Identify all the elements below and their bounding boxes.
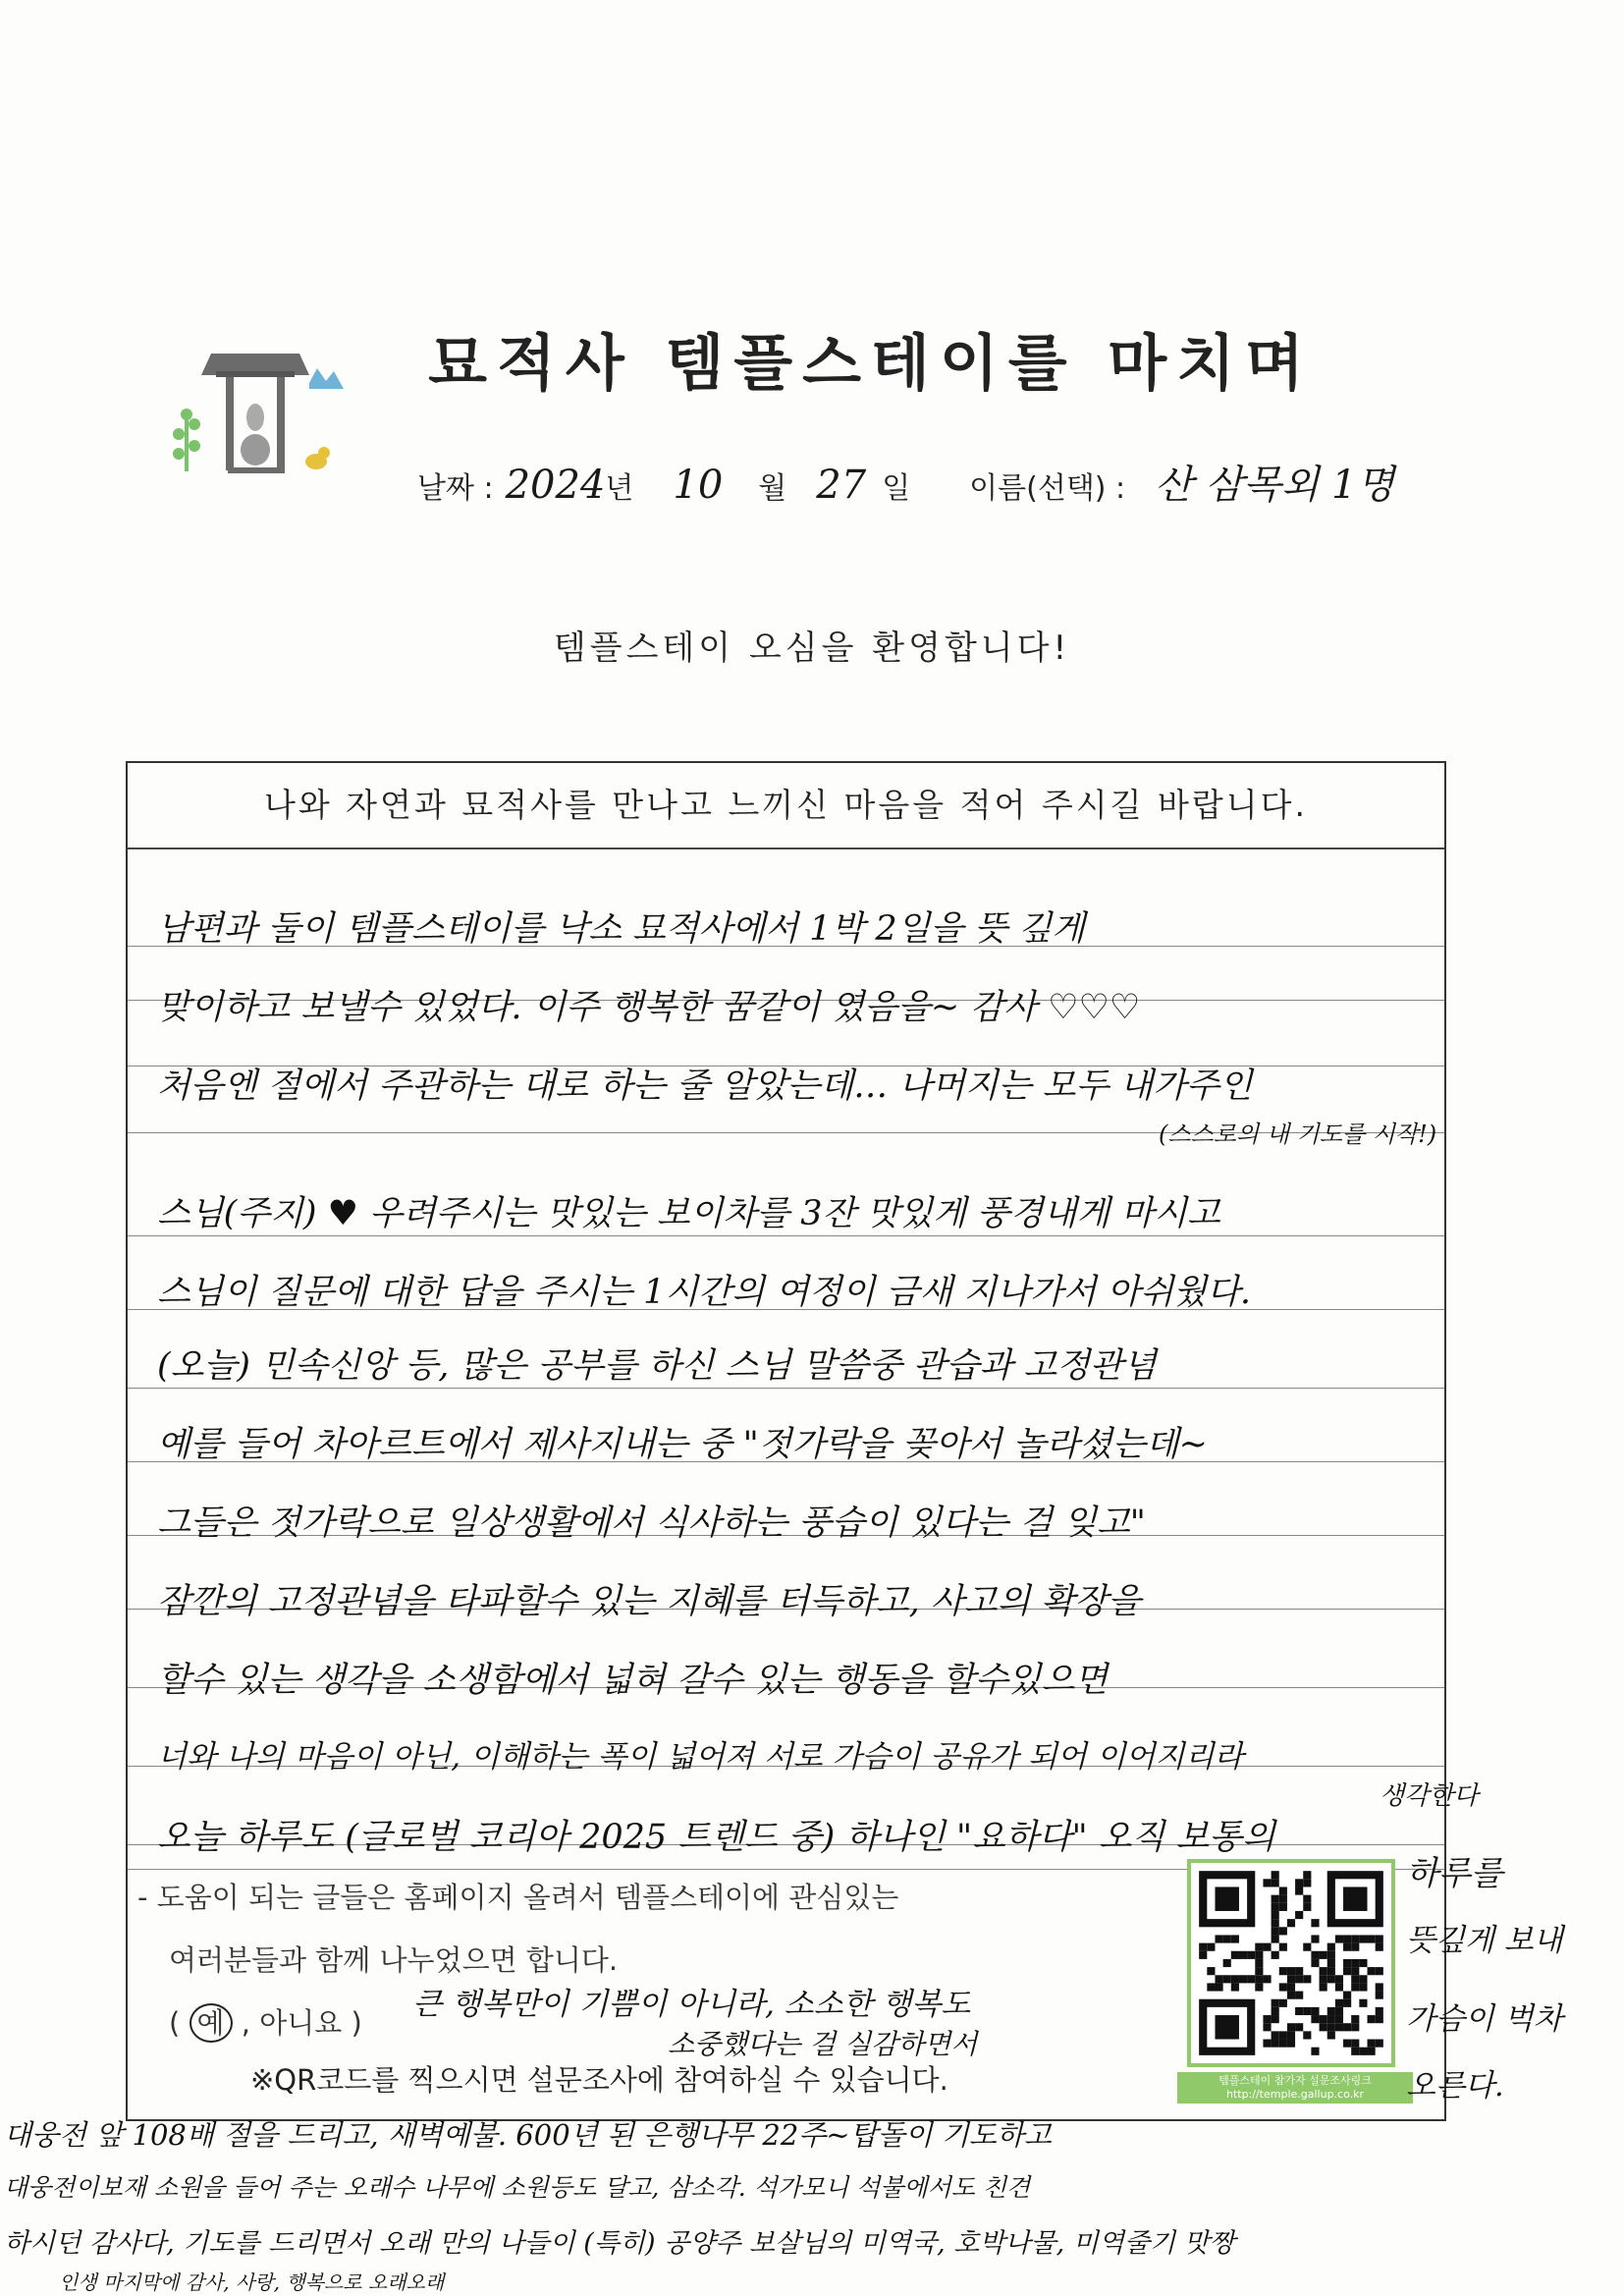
qr-module	[1279, 1967, 1287, 1975]
qr-module	[1359, 1999, 1367, 2007]
bottom-note-3: 하시던 감사다, 기도를 드리면서 오래 만의 나들이 (특히) 공양주 보살님의 미역국, 호박나물, 미역줄기 맛짱	[4, 2228, 1235, 2259]
qr-caption-url: http://temple.gallup.co.kr	[1225, 2088, 1365, 2101]
qr-module	[1263, 2015, 1271, 2023]
qr-module	[1255, 1951, 1263, 1959]
qr-module	[1351, 1983, 1359, 1991]
qr-module	[1376, 1967, 1383, 1975]
qr-module	[1207, 1943, 1215, 1951]
qr-module	[1327, 2007, 1335, 2015]
bottom-note-1: 대웅전 앞 108배 절을 드리고, 새벽예불. 600년 된 은행나무 22주~탑돌이 기도하고	[4, 2118, 1052, 2152]
qr-module	[1279, 1886, 1287, 1894]
qr-module	[1303, 1943, 1311, 1951]
qr-module	[1287, 2023, 1295, 2031]
no-option[interactable]: 아니요	[259, 2006, 343, 2040]
qr-module	[1287, 1967, 1295, 1975]
qr-module	[1311, 1951, 1319, 1959]
qr-module	[1376, 1943, 1383, 1951]
qr-module	[1215, 2015, 1238, 2039]
qr-module	[1272, 1927, 1279, 1935]
qr-module	[1343, 1943, 1351, 1951]
qr-module	[1295, 2023, 1303, 2031]
qr-module	[1255, 1959, 1263, 1967]
ruled-writing-area	[128, 847, 1444, 1869]
qr-caption-title: 템플스테이 참가자 설문조사링크	[1218, 2074, 1372, 2087]
qr-module	[1215, 1975, 1222, 1983]
qr-module	[1287, 1919, 1295, 1927]
date-year: 2024	[505, 463, 606, 508]
qr-module	[1351, 2040, 1359, 2048]
qr-module	[1295, 1975, 1303, 1983]
qr-module	[1376, 1935, 1383, 1942]
margin-note-right-5: 오른다.	[1406, 2068, 1504, 2104]
qr-module	[1327, 2015, 1335, 2023]
inside-note-2: 소중했다는 걸 실감하면서	[668, 2028, 978, 2060]
qr-module	[1272, 2015, 1279, 2023]
qr-module	[1231, 1935, 1239, 1942]
qr-module	[1343, 1999, 1351, 2007]
qr-module	[1320, 2023, 1327, 2031]
qr-module	[1279, 1903, 1287, 1911]
qr-module	[1287, 1975, 1295, 1983]
qr-module	[1368, 2040, 1376, 2048]
qr-module	[1279, 1895, 1287, 1903]
qr-module	[1272, 1903, 1279, 1911]
qr-module	[1376, 1983, 1383, 1991]
margin-note-right-3: 뜻깊게 보내	[1406, 1923, 1563, 1958]
handwritten-line: 너와 나의 마음이 아닌, 이해하는 폭이 넓어져 서로 가슴이 공유가 되어 이어지리라	[157, 1739, 1244, 1775]
qr-module	[1272, 1999, 1279, 2007]
qr-module	[1279, 1999, 1287, 2007]
qr-module	[1295, 1911, 1303, 1919]
qr-module	[1272, 1879, 1279, 1886]
qr-module	[1215, 1983, 1222, 1991]
ruled-line	[128, 1235, 1444, 1236]
qr-module	[1295, 1886, 1303, 1894]
qr-module	[1272, 1871, 1279, 1879]
qr-module	[1272, 1911, 1279, 1919]
inside-note-1: 큰 행복만이 기쁨이 아니라, 소소한 행복도	[412, 1987, 971, 2022]
qr-module	[1351, 1959, 1359, 1967]
qr-module	[1320, 1975, 1327, 1983]
bottom-note-2: 대웅전이보재 소원을 들어 주는 오래수 나무에 소원등도 달고, 삼소각. 석가모니 석불에서도 친견	[4, 2173, 1031, 2202]
qr-module	[1231, 1951, 1239, 1959]
qr-module	[1263, 2023, 1271, 2031]
qr-module	[1327, 1951, 1335, 1959]
qr-module	[1303, 1879, 1311, 1886]
qr-module	[1231, 1975, 1239, 1983]
qr-module	[1351, 2048, 1359, 2055]
ruled-line	[128, 1388, 1444, 1389]
qr-module	[1327, 1967, 1335, 1975]
qr-module	[1343, 2023, 1351, 2031]
qr-module	[1255, 1943, 1263, 1951]
share-notice-line-2: 여러분들과 함께 나누었으면 합니다.	[169, 1943, 619, 1977]
qr-module	[1247, 1975, 1255, 1983]
qr-module	[1359, 2048, 1367, 2055]
qr-module	[1272, 1951, 1279, 1959]
qr-module	[1303, 2007, 1311, 2015]
date-label: 날짜 :	[417, 471, 494, 506]
qr-module	[1368, 1967, 1376, 1975]
qr-module	[1279, 1927, 1287, 1935]
qr-module	[1255, 1983, 1263, 1991]
qr-module	[1279, 1943, 1287, 1951]
qr-module	[1223, 1959, 1231, 1967]
qr-module	[1351, 1943, 1359, 1951]
qr-module	[1368, 2048, 1376, 2055]
qr-module	[1231, 1983, 1239, 1991]
handwritten-line: 스님이 질문에 대한 답을 주시는 1시간의 여정이 금새 지나가서 아쉬웠다.	[157, 1273, 1252, 1312]
qr-module	[1351, 2015, 1359, 2023]
qr-module	[1311, 2048, 1319, 2055]
handwritten-line: 할수 있는 생각을 소생함에서 넓혀 갈수 있는 행동을 할수있으면	[157, 1661, 1109, 1700]
qr-module	[1223, 1975, 1231, 1983]
qr-module	[1287, 2031, 1295, 2039]
qr-module	[1343, 1886, 1367, 1910]
qr-module	[1303, 2031, 1311, 2039]
year-unit: 년	[605, 471, 634, 506]
qr-module	[1335, 2015, 1343, 2023]
qr-module	[1207, 1983, 1215, 1991]
qr-module	[1351, 2023, 1359, 2031]
survey-qr-code[interactable]	[1187, 1859, 1395, 2067]
qr-module	[1327, 2031, 1335, 2039]
margin-note-right-2: 하루를	[1406, 1854, 1503, 1893]
share-notice-line-1: - 도움이 되는 글들은 홈페이지 올려서 템플스테이에 관심있는	[137, 1881, 899, 1914]
date-day: 27	[816, 463, 867, 508]
qr-module	[1351, 1967, 1359, 1975]
qr-caption	[1177, 2072, 1413, 2104]
margin-note-right-4: 가슴이 벅차	[1406, 2001, 1563, 2037]
qr-module	[1295, 1879, 1303, 1886]
handwritten-line: 남편과 둘이 템플스테이를 낙소 묘적사에서 1박 2일을 뜻 깊게	[157, 909, 1085, 949]
share-consent-options: ( 예 , 아니요 )	[137, 1992, 898, 2054]
qr-module	[1327, 1943, 1335, 1951]
qr-module	[1199, 1951, 1207, 1959]
qr-module	[1335, 1983, 1343, 1991]
qr-module	[1255, 1975, 1263, 1983]
qr-module	[1263, 1943, 1271, 1951]
qr-module	[1279, 1983, 1287, 1991]
month-unit: 월	[758, 471, 787, 506]
qr-module	[1272, 1919, 1279, 1927]
qr-module	[1343, 1967, 1351, 1975]
qr-module	[1311, 1935, 1319, 1942]
qr-module	[1376, 1992, 1383, 1999]
qr-module	[1359, 1959, 1367, 1967]
qr-module	[1215, 1886, 1238, 1910]
page-title: 묘적사 템플스테이를 마치며	[428, 327, 1314, 399]
handwritten-line: 잠깐의 고정관념을 타파할수 있는 지혜를 터득하고, 사고의 확장을	[157, 1582, 1141, 1621]
qr-module	[1376, 2015, 1383, 2023]
qr-module	[1335, 2007, 1343, 2015]
qr-module	[1335, 1975, 1343, 1983]
day-unit: 일	[882, 471, 911, 506]
qr-module	[1239, 1951, 1247, 1959]
qr-module	[1247, 1951, 1255, 1959]
name-label: 이름(선택) :	[969, 471, 1126, 506]
qr-module	[1272, 1935, 1279, 1942]
qr-module	[1279, 2031, 1287, 2039]
handwritten-line: 예를 들어 차아르트에서 제사지내는 중 "젓가락을 꽂아서 놀라셨는데~	[157, 1425, 1208, 1464]
qr-module	[1320, 1983, 1327, 1991]
qr-module	[1311, 1959, 1319, 1967]
qr-module	[1255, 1967, 1263, 1975]
bottom-note-4: 인생 마지막에 감사, 사랑, 행복으로 오래오래	[59, 2270, 445, 2294]
handwritten-line: (오늘) 민속신앙 등, 많은 공부를 하신 스님 말씀중 관습과 고정관념	[157, 1346, 1157, 1386]
qr-module	[1263, 2040, 1271, 2048]
qr-module	[1263, 1879, 1271, 1886]
qr-module	[1359, 1975, 1367, 1983]
qr-module	[1335, 1999, 1343, 2007]
meta-line	[417, 454, 1394, 510]
qr-module	[1303, 1903, 1311, 1911]
qr-module	[1287, 1983, 1295, 1991]
qr-module	[1311, 2015, 1319, 2023]
qr-module	[1327, 1959, 1335, 1967]
handwritten-line: 맞이하고 보낼수 있었다. 이주 행복한 꿈같이 였음을~ 감사 ♡♡♡	[157, 988, 1141, 1027]
handwritten-line: (스스로의 내 기도를 시작!)	[1159, 1121, 1437, 1148]
form-instruction: 나와 자연과 묘적사를 만나고 느끼신 마음을 적어 주시길 바랍니다.	[128, 763, 1444, 849]
qr-module	[1311, 2007, 1319, 2015]
qr-module	[1327, 2023, 1335, 2031]
qr-module	[1303, 1975, 1311, 1983]
qr-notice: ※QR코드를 찍으시면 설문조사에 참여하실 수 있습니다.	[250, 2063, 948, 2097]
qr-module	[1287, 2040, 1295, 2048]
qr-module	[1215, 1935, 1222, 1942]
qr-module	[1303, 1895, 1311, 1903]
qr-module	[1359, 1983, 1367, 1991]
qr-module	[1376, 2007, 1383, 2015]
handwritten-line: 스님(주지) ♥ 우려주시는 맛있는 보이차를 3잔 맛있게 풍경내게 마시고	[157, 1194, 1220, 1233]
qr-module	[1327, 1975, 1335, 1983]
yes-option[interactable]: 예	[189, 2003, 233, 2043]
qr-module	[1287, 1992, 1295, 1999]
qr-module	[1320, 1951, 1327, 1959]
qr-module	[1199, 1943, 1207, 1951]
qr-module	[1359, 1935, 1367, 1942]
qr-module	[1263, 1975, 1271, 1983]
qr-module	[1272, 2031, 1279, 2039]
qr-module	[1320, 1967, 1327, 1975]
qr-module	[1335, 1935, 1343, 1942]
qr-module	[1272, 2007, 1279, 2015]
qr-module	[1223, 1935, 1231, 1942]
qr-module	[1239, 1975, 1247, 1983]
qr-module	[1295, 2007, 1303, 2015]
qr-module	[1279, 2040, 1287, 2048]
qr-module	[1303, 1871, 1311, 1879]
qr-module	[1351, 1975, 1359, 1983]
qr-module	[1343, 1959, 1351, 1967]
qr-module	[1295, 1992, 1303, 1999]
qr-module	[1368, 2015, 1376, 2023]
qr-module	[1272, 1895, 1279, 1903]
qr-module	[1295, 1967, 1303, 1975]
qr-module	[1343, 2040, 1351, 2048]
qr-module	[1335, 2023, 1343, 2031]
name-value: 산 삼목외 1명	[1155, 463, 1395, 508]
handwritten-line: 오늘 하루도 (글로벌 코리아 2025 트렌드 중) 하나인 "요하다" 오직 보통의	[157, 1818, 1275, 1857]
date-month: 10	[673, 463, 724, 508]
margin-note-right-1: 생각한다	[1380, 1781, 1479, 1811]
welcome-message: 템플스테이 오심을 환영합니다!	[553, 629, 1071, 668]
handwritten-line: 처음엔 절에서 주관하는 대로 하는 줄 알았는데… 나머지는 모두 내가주인	[157, 1066, 1253, 1106]
qr-module	[1343, 1935, 1351, 1942]
qr-module	[1376, 2040, 1383, 2048]
handwritten-line: 그들은 젓가락으로 일상생활에서 식사하는 풍습이 있다는 걸 잊고"	[157, 1503, 1146, 1543]
qr-module	[1351, 1935, 1359, 1942]
qr-module	[1320, 2015, 1327, 2023]
qr-module	[1311, 1919, 1319, 1927]
qr-module	[1343, 1992, 1351, 1999]
qr-module	[1272, 2040, 1279, 2048]
qr-module	[1207, 1967, 1215, 1975]
qr-module	[1368, 1935, 1376, 1942]
